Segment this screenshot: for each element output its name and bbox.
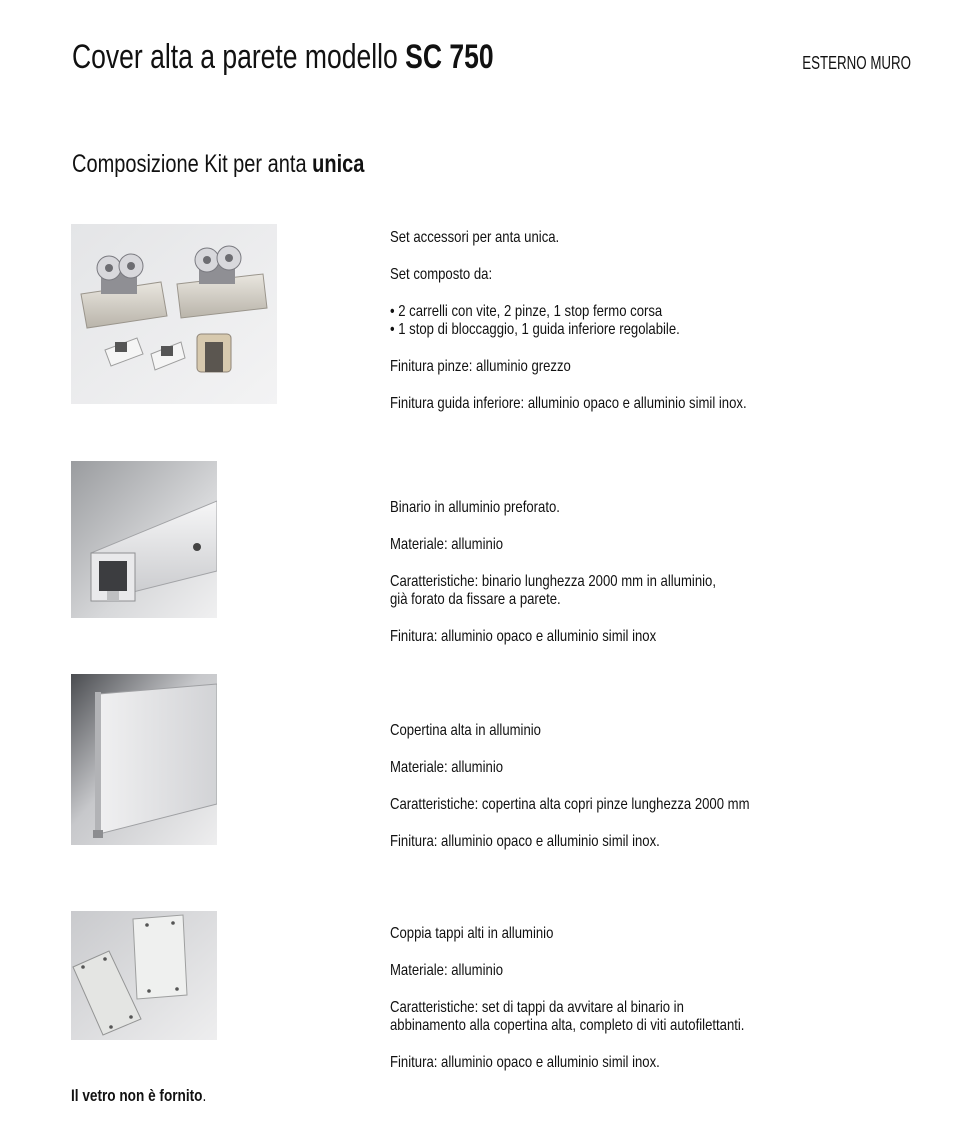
description-line: Materiale: alluminio: [390, 962, 504, 979]
description-line: abbinamento alla copertina alta, completo di viti autofilettanti.: [390, 1017, 745, 1034]
category-tag: [764, 53, 911, 74]
section-title-text: Composizione Kit per anta: [72, 150, 313, 178]
description-line: Finitura pinze: alluminio grezzo: [390, 358, 571, 375]
category-tag-text: ESTERNO MURO: [802, 53, 911, 73]
description-line: Copertina alta in alluminio: [390, 722, 541, 739]
aluminium-track-photo: [71, 461, 217, 618]
section-title: [72, 150, 437, 179]
description-line: Caratteristiche: binario lunghezza 2000 mm in alluminio,: [390, 573, 716, 590]
description-line: Set accessori per anta unica.: [390, 229, 560, 246]
model-code: SC 750: [405, 38, 494, 76]
page-title: [72, 38, 613, 77]
description-line: • 2 carrelli con vite, 2 pinze, 1 stop fermo corsa: [390, 303, 663, 320]
description-line: • 1 stop di bloccaggio, 1 guida inferiore regolabile.: [390, 321, 680, 338]
description-line: Caratteristiche: set di tappi da avvitare al binario in: [390, 999, 684, 1016]
item-description: [390, 722, 828, 870]
item-description: [390, 499, 788, 665]
description-line: Set composto da:: [390, 266, 493, 283]
item-description: [390, 925, 822, 1091]
description-line: Coppia tappi alti in alluminio: [390, 925, 554, 942]
carriages-and-stops-photo: [71, 224, 277, 404]
glass-not-supplied-note: [71, 1086, 240, 1106]
description-line: Finitura guida inferiore: alluminio opaco e alluminio simil inox.: [390, 395, 747, 412]
description-line: già forato da fissare a parete.: [390, 591, 561, 608]
page-title-text: Cover alta a parete modello: [72, 38, 406, 76]
item-description: [390, 229, 825, 432]
description-line: Finitura: alluminio opaco e alluminio simil inox: [390, 628, 657, 645]
description-line: Caratteristiche: copertina alta copri pinze lunghezza 2000 mm: [390, 796, 750, 813]
footnote-period: .: [202, 1086, 207, 1105]
description-line: Binario in alluminio preforato.: [390, 499, 560, 516]
section-title-emphasis: unica: [312, 150, 365, 178]
description-line: Finitura: alluminio opaco e alluminio simil inox.: [390, 833, 660, 850]
description-line: Materiale: alluminio: [390, 536, 504, 553]
aluminium-cover-photo: [71, 674, 217, 845]
description-line: Finitura: alluminio opaco e alluminio simil inox.: [390, 1054, 660, 1071]
footnote-text: Il vetro non è fornito: [71, 1086, 203, 1105]
description-line: Materiale: alluminio: [390, 759, 504, 776]
end-caps-photo: [71, 911, 217, 1040]
